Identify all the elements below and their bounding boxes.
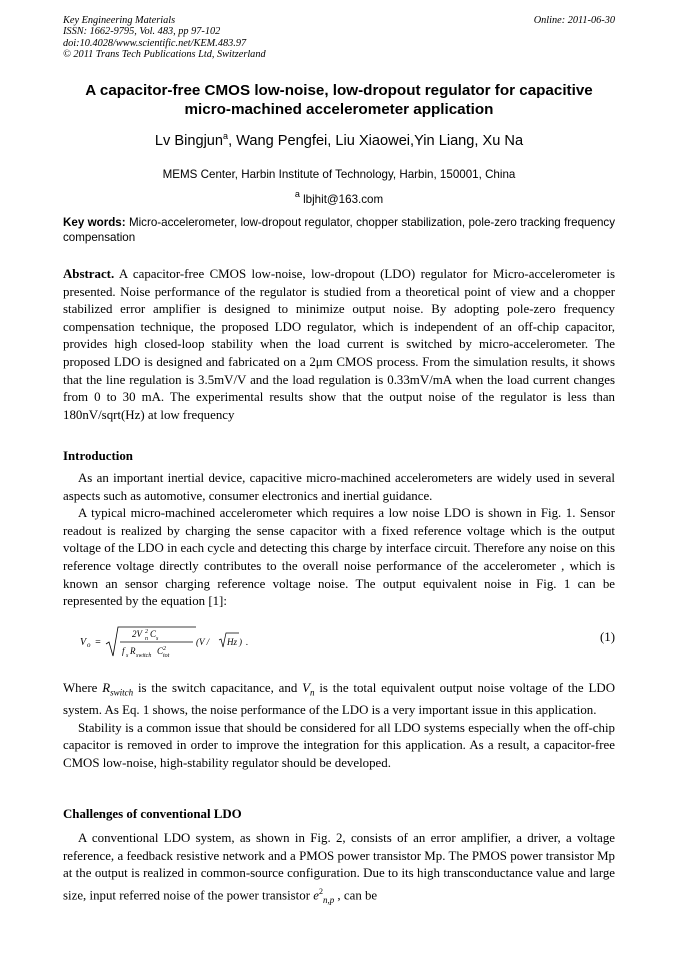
eq-unit-hz: Hz <box>227 637 238 647</box>
eq-den-c-sup: 2 <box>163 646 166 652</box>
contact-email <box>63 189 615 207</box>
eq-trail: . <box>246 637 249 647</box>
equation-number: (1) <box>599 630 615 644</box>
journal-header <box>63 15 615 61</box>
abstract-text: A capacitor-free CMOS low-noise, low-dropout (LDO) regulator for Micro-accelerometer is presented. Noise performance of the regulator is studied from a theoretical point of view and a chopper stabilized error amplifier is designed to minimize output noise. By adopting pole-zero frequency compensation technique, the proposed LDO regulator, which is independent of an off-chip capacitor, provides high closed-loop stability when the load current is switched by micro-accelerometer. The proposed LDO is designed and fabricated on a 2μm CMOS process. From the simulation results, it shows that the line regulation is 3.5mV/V and the load regulation is 0.33mV/mA when the load current changes from 0 to 30 mA. The experimental results show that the output noise of the regulator is less than 180nV/sqrt(Hz) at low frequency <box>63 267 615 422</box>
eq-lhs-sub: o <box>87 641 91 649</box>
eq-den-sub1: s <box>126 653 129 659</box>
keywords-label: Key words: <box>63 216 126 229</box>
equation-1 <box>80 624 615 664</box>
paper-title: A capacitor-free CMOS low-noise, low-dropout regulator for capacitive micro-machined accelerometer application <box>85 82 593 118</box>
intro-paragraph-2: A typical micro-machined accelerometer which requires a low noise LDO is shown in Fig. 1. Sensor readout is realized by charging the sense capacitor with a fixed reference voltage which is the output voltage of the LDO in each cycle and detecting this charge by interface circuit. Therefore any noise on this reference voltage directly contributes to the overall noise performance of the accelerometer , which is known an sensor charging reference voltage noise. The output equivalent noise in Fig. 1 can be represented by the equation [1]: <box>63 506 615 609</box>
email-address: lbjhit@163.com <box>299 193 384 206</box>
keywords-text: Micro-accelerometer, low-dropout regulator, chopper stabilization, pole-zero tracking frequency compensation <box>63 216 615 244</box>
eq-den-c-sub: tot <box>163 653 170 659</box>
journal-doi: doi:10.4028/www.scientific.net/KEM.483.97 <box>63 37 247 49</box>
eq-equals: = <box>92 637 104 648</box>
stability-paragraph: Stability is a common issue that should be considered for all LDO systems especially when the off-chip capacitor is removed in order to improve the integration for this application. As a result, a capacitor-free CMOS low-noise, high-stability regulator should be developed. <box>63 720 615 770</box>
challenges-body <box>63 830 615 909</box>
post-equation-body <box>63 680 615 773</box>
journal-name: Key Engineering Materials <box>63 15 176 26</box>
online-date: Online: 2011-06-30 <box>533 15 615 26</box>
eq-lhs: V <box>80 637 87 648</box>
intro-paragraph-1: As an important inertial device, capacitive micro-machined accelerometers are widely used in several aspects such as automotive, consumer electronics and inertial guidance. <box>63 471 615 503</box>
keywords <box>63 215 615 245</box>
eq-num-sub: n <box>145 636 148 642</box>
section-heading-challenges: Challenges of conventional LDO <box>63 807 242 821</box>
eq-num-sup: 2 <box>145 629 148 635</box>
eq-explanation-paragraph: Where $R_{switch}$ is the switch capacitance, and $V_n$ is the total equivalent output noise voltage of the LDO system. As Eq. 1 shows, the noise performance of the LDO is a very important issue in this application. <box>63 681 615 718</box>
eq-unit-close: ) <box>239 637 242 647</box>
journal-issn: ISSN: 1662-9795, Vol. 483, pp 97-102 <box>63 26 221 38</box>
author-affiliation-mark: a <box>223 131 229 141</box>
email-mark: a <box>294 189 300 199</box>
section-heading-introduction: Introduction <box>63 449 133 463</box>
challenges-paragraph-1: A conventional LDO system, as shown in Fig. 2, consists of an error amplifier, a driver, a voltage reference, a feedback resistive network and a PMOS power transistor Mp. The PMOS power transistor Mp at the output is realized in common-source configuration. Due to its high transconductance value and large size, input referred noise of the power transistor $e^2_{n,p}$ , can be <box>63 831 615 905</box>
affiliation: MEMS Center, Harbin Institute of Technology, Harbin, 150001, China <box>162 168 516 181</box>
eq-numerator: 2V <box>132 629 142 639</box>
abstract-label: Abstract. <box>63 267 115 281</box>
eq-num-tail-sub: s <box>156 636 159 642</box>
eq-unit-open: (V / <box>196 637 212 647</box>
eq-den-f: f <box>122 646 125 656</box>
eq-den-c: C <box>157 646 164 656</box>
author-list <box>63 131 615 151</box>
first-author: Lv Bingjun <box>154 133 224 149</box>
introduction-body <box>63 470 615 611</box>
journal-copyright: © 2011 Trans Tech Publications Ltd, Switzerland <box>63 49 266 61</box>
eq-num-tail: C <box>150 629 157 639</box>
eq-den-r: R <box>130 646 136 656</box>
other-authors: , Wang Pengfei, Liu Xiaowei,Yin Liang, Xu Na <box>228 133 524 149</box>
equation-formula <box>80 624 540 664</box>
abstract <box>63 266 615 424</box>
eq-den-sub2: switch <box>136 653 152 659</box>
